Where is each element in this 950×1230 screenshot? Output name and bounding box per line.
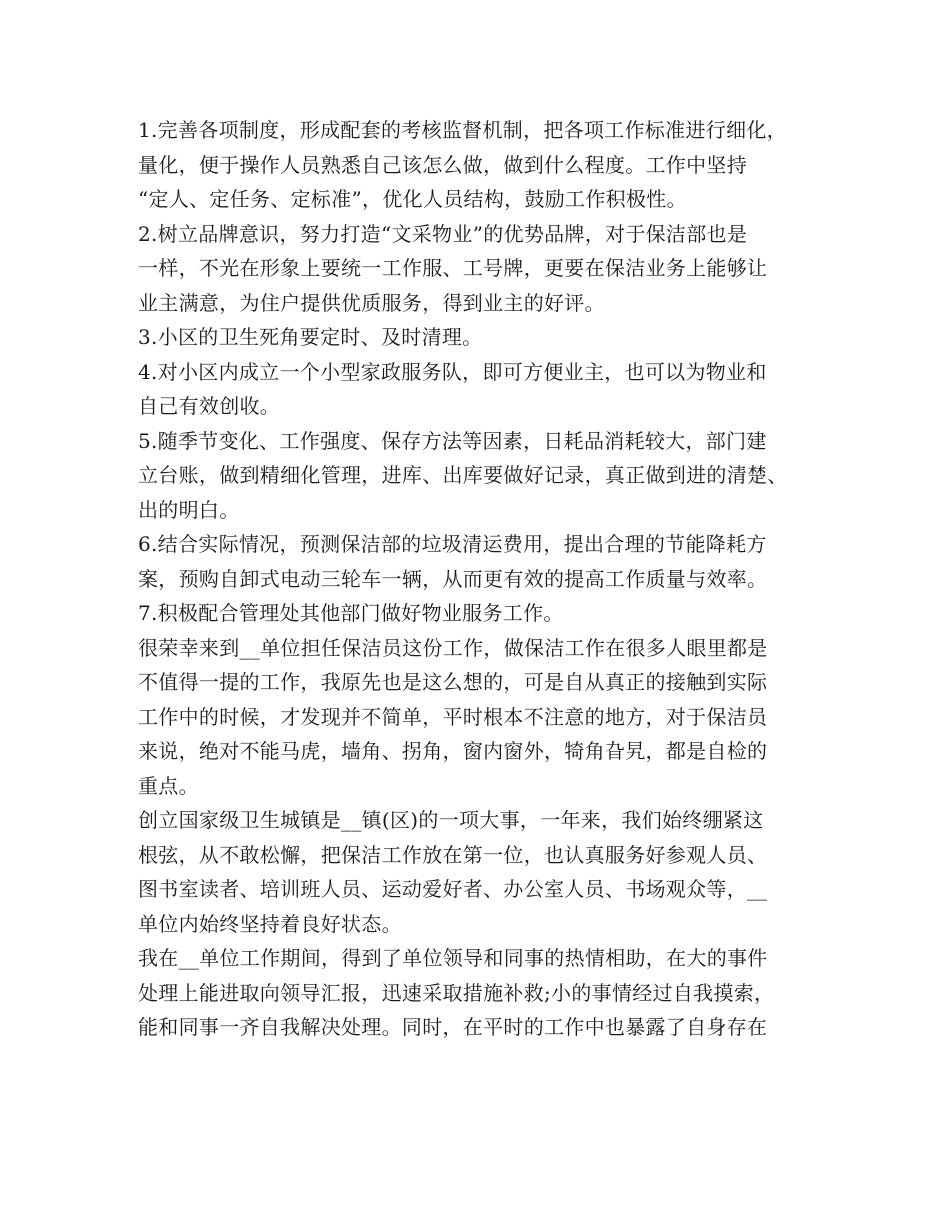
document-body — [138, 113, 838, 1045]
text-line: 重点。 — [138, 773, 199, 798]
text-line: 不值得一提的工作，我原先也是这么想的，可是自从真正的接触到实际 — [138, 670, 768, 694]
text-line: 来说，绝对不能马虎，墙角、拐角，窗内窗外，犄角旮旯，都是自检的 — [138, 739, 768, 763]
text-line: 单位内始终坚持着良好状态。 — [138, 911, 402, 936]
text-line: 一样，不光在形象上要统一工作服、工号牌，更要在保洁业务上能够让 — [138, 256, 768, 280]
text-line: “定人、定任务、定标准”，优化人员结构，鼓励工作积极性。 — [138, 187, 687, 211]
text-line: 能和同事一齐自我解决处理。同时，在平时的工作中也暴露了自身存在 — [138, 1015, 768, 1039]
text-line: 4.对小区内成立一个小型家政服务队，即可方便业主，也可以为物业和 — [138, 359, 767, 384]
text-line: 很荣幸来到__单位担任保洁员这份工作，做保洁工作在很多人眼里都是 — [138, 635, 768, 660]
text-line: 出的明白。 — [138, 497, 240, 522]
text-line: 图书室读者、培训班人员、运动爱好者、办公室人员、书场观众等，__ — [138, 877, 768, 901]
text-line: 量化，便于操作人员熟悉自己该怎么做，做到什么程度。工作中坚持 — [138, 152, 747, 177]
text-line: 5.随季节变化、工作强度、保存方法等因素，日耗品消耗较大，部门建 — [138, 428, 767, 453]
text-line: 2.树立品牌意识，努力打造“文采物业”的优势品牌，对于保洁部也是 — [138, 221, 748, 246]
text-line: 处理上能进取向领导汇报，迅速采取措施补救;小的事情经过自我摸索， — [138, 980, 775, 1005]
text-line: 根弦，从不敢松懈，把保洁工作放在第一位，也认真服务好参观人员、 — [138, 842, 768, 867]
text-line: 7.积极配合管理处其他部门做好物业服务工作。 — [138, 601, 564, 625]
text-line: 创立国家级卫生城镇是__镇(区)的一项大事，一年来，我们始终绷紧这 — [138, 808, 764, 832]
text-line: 1.完善各项制度，形成配套的考核监督机制，把各项工作标准进行细化， — [138, 118, 787, 142]
text-line: 3.小区的卫生死角要定时、及时清理。 — [138, 325, 483, 349]
text-line: 案，预购自卸式电动三轮车一辆，从而更有效的提高工作质量与效率。 — [138, 566, 768, 591]
text-line: 我在__单位工作期间，得到了单位领导和同事的热情相助，在大的事件 — [138, 946, 768, 970]
text-line: 业主满意，为住户提供优质服务，得到业主的好评。 — [138, 290, 605, 315]
text-line: 工作中的时候，才发现并不简单，平时根本不注意的地方，对于保洁员 — [138, 704, 768, 729]
text-line: 自己有效创收。 — [138, 394, 281, 418]
text-line: 立台账，做到精细化管理，进库、出库要做好记录，真正做到进的清楚、 — [138, 463, 788, 487]
text-line: 6.结合实际情况，预测保洁部的垃圾清运费用，提出合理的节能降耗方 — [138, 532, 767, 556]
